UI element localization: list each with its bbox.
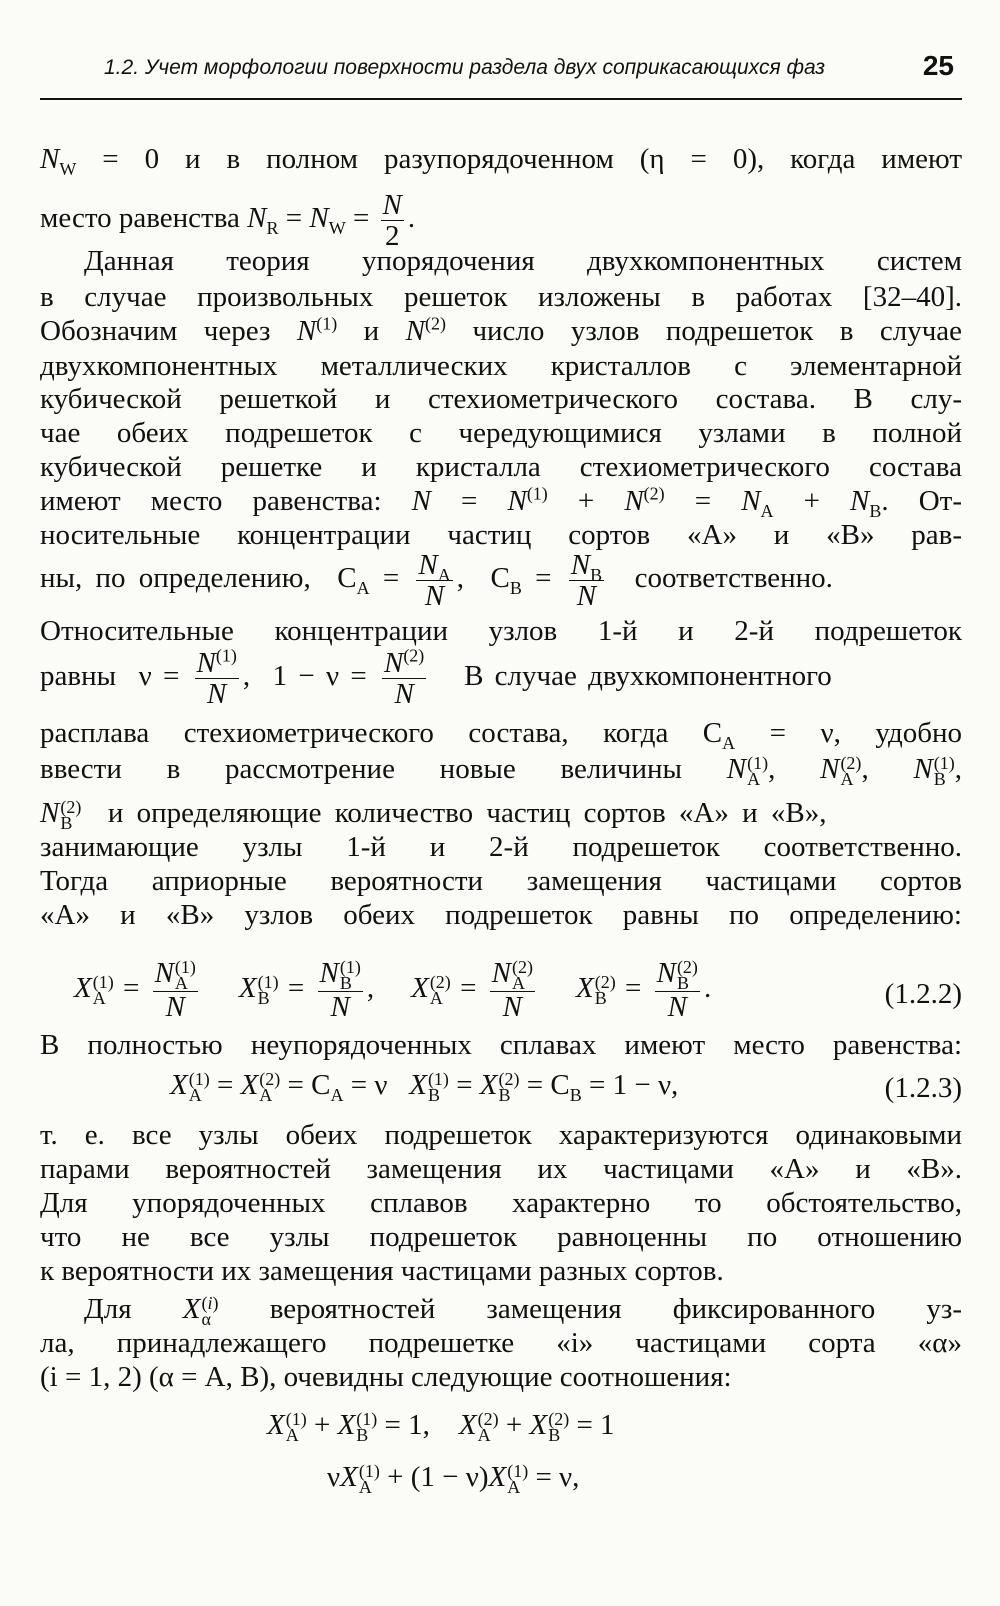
page-number: 25: [922, 50, 954, 81]
text-line: что не все узлы подрешеток равноценны по отношению: [40, 1221, 962, 1253]
equation-number: (1.2.3): [884, 1072, 962, 1104]
text-line: Относительные концентрации узлов 1-й и 2-й подрешеток: [40, 615, 962, 647]
text-line: Для упорядоченных сплавов характерно то обстоятельство,: [40, 1187, 962, 1219]
text-line: (i = 1, 2) (α = A, B), очевидны следующие соотношения:: [40, 1361, 732, 1393]
text-line: чае обеих подрешеток с чередующимися узлами в полной: [40, 417, 962, 449]
text-line: к вероятности их замещения частицами разных сортов.: [40, 1255, 724, 1287]
fraction: $\frac{N^{(1)}}{N}$: [196, 645, 237, 710]
text-line: ла, принадлежащего подрешетке «i» частицами сорта «α»: [40, 1327, 962, 1359]
text-line: Для X (i) α вероятностей замещения фиксированного уз-: [84, 1293, 962, 1330]
text-line: имеют место равенства: $N = N^{(1)} + N^{(2)} = N_A + N_B$. От-: [40, 483, 963, 521]
text-line: т. е. все узлы обеих подрешеток характеризуются одинаковыми: [40, 1119, 962, 1151]
equation-1-2-3: X (1) A = X (2) A = $C_A = \nu$ X (1) B = X (2) B = $C_B = 1 - \nu$,: [170, 1069, 679, 1106]
text-line: равны ν = $\frac{N^{(1)}}{N}$ , 1 − ν = $\frac{N^{(2)}}{N}$ В случае двухкомпонентного: [40, 645, 832, 710]
equation-weighted: νX (1) A + (1 − ν)X (1) A = ν,: [327, 1461, 580, 1498]
text-line: кубической решетке и кристалла стехиометрического состава: [40, 451, 962, 483]
text-line: в случае произвольных решеток изложены в работах [32–40].: [40, 281, 962, 313]
text-line: занимающие узлы 1-й и 2-й подрешеток соответственно.: [40, 831, 962, 863]
book-page: [40, 0, 962, 1606]
text-line: В полностью неупорядоченных сплавах имеют место равенства:: [40, 1029, 962, 1061]
fraction: N (2) B N: [656, 957, 698, 1024]
text-line: двухкомпонентных металлических кристаллов с элементарной: [40, 350, 962, 382]
text-line: кубической решеткой и стехиометрического состава. В слу-: [40, 383, 962, 415]
text-line: парами вероятностей замещения их частицами «А» и «В».: [40, 1153, 962, 1185]
text-line: ны, по определению, $C_A$ = $\frac{N_A}{N}$ , $C_B$ = $\frac{N_B}{N}$ соответственно.: [40, 549, 833, 612]
text-line: носительные концентрации частиц сортов «А» и «В» рав-: [40, 519, 962, 551]
text-line: $N_W = 0$ и в полном разупорядоченном (η = 0), когда имеют: [40, 143, 962, 179]
fraction: N (1) A N: [154, 957, 196, 1024]
text-line: Данная теория упорядочения двухкомпонентных систем: [84, 245, 962, 277]
text-line: расплава стехиометрического состава, когда $C_A = \nu$, удобно: [40, 717, 963, 753]
text-line: N (2) B и определяющие количество частиц сортов «А» и «В»,: [40, 797, 827, 834]
fraction: $\frac{N^{(2)}}{N}$: [383, 645, 425, 710]
text-line: Тогда априорные вероятности замещения частицами сортов: [40, 865, 962, 897]
fraction: $\frac{N_B}{N}$: [570, 549, 603, 612]
equation-sum: X (1) A + X (1) B = 1, X (2) A + X (2) B = 1: [267, 1409, 615, 1446]
page-header: [40, 48, 962, 100]
equation-number: (1.2.2): [884, 978, 962, 1010]
text-line: «А» и «В» узлов обеих подрешеток равны по определению:: [40, 899, 962, 931]
text-line: Обозначим через $N^{(1)}$ и $N^{(2)}$ число узлов подрешеток в случае: [40, 313, 963, 347]
text-line: место равенства $N_R = N_W$ = $\frac{N}{2}$ .: [40, 189, 416, 252]
fraction: N (1) B N: [319, 957, 361, 1024]
running-title: 1.2. Учет морфологии поверхности раздела двух соприкасающихся фаз: [104, 56, 826, 79]
fraction: N (2) A N: [491, 957, 534, 1024]
text-line: ввести в рассмотрение новые величины N (1) A , N (2) A , N (1) B ,: [40, 753, 963, 790]
equation-1-2-2: X (1) A = N (1) A N X (1) B = N (1) B N , X (2) A = N (2) A N X (2) B = N (2) B N .: [74, 957, 712, 1024]
fraction: $\frac{N_A}{N}$: [418, 549, 451, 612]
fraction: $\frac{N}{2}$: [382, 189, 402, 252]
